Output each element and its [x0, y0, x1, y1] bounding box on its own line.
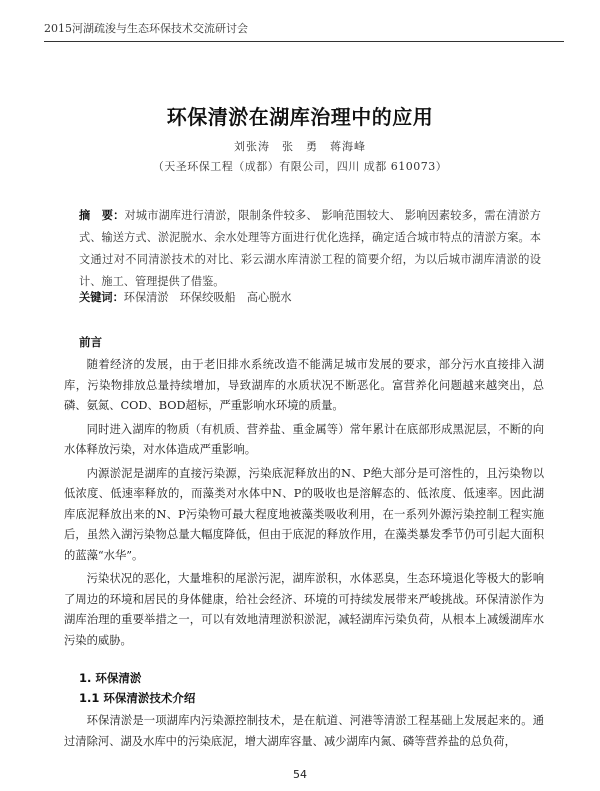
paragraph: 环保清淤是一项湖库内污染源控制技术，是在航道、河港等清淤工程基础上发展起来的。通过清除河、湖及水库中的污染底泥，增大湖库容量、减少湖库内氮、磷等营养盐的总负荷，	[64, 714, 544, 748]
paper-authors: 刘张涛 张 勇 蒋海峰	[234, 140, 366, 153]
section-1-heading: 1. 环保清淤	[79, 671, 142, 685]
running-header: 2015河湖疏浚与生态环保技术交流研讨会	[44, 22, 248, 35]
keywords-text: 环保清淤 环保绞吸船 高心脱水	[123, 291, 292, 304]
paper-affiliation: （天圣环保工程（成都）有限公司，四川 成都 610073）	[152, 160, 448, 173]
paper-title: 环保清淤在湖库治理中的应用	[166, 105, 434, 129]
section-1-1-heading: 1.1 环保清淤技术介绍	[79, 691, 196, 705]
keywords-label: 关键词：	[79, 291, 124, 304]
header-divider	[44, 41, 564, 42]
keywords	[79, 289, 541, 305]
paragraph: 污染状况的恶化，大量堆积的尾淤污泥，湖库淤积，水体恶臭，生态环境退化等极大的影响了周边的环境和居民的身体健康，给社会经济、环境的可持续发展带来严峻挑战。环保清淤作为湖库治理的重要举措之一，可以有效地清理淤积淤泥，减轻湖库污染负荷，从根本上减缓湖库水污染的威胁。	[64, 572, 544, 647]
paragraph: 内源淤泥是湖库的直接污染源，污染底泥释放出的N、P绝大部分是可溶性的，且污染物以低浓度、低速率释放的，而藻类对水体中N、P的吸收也是溶解态的、低浓度、低速率。因此湖库底泥释放出来的N、P污染物可最大程度地被藻类吸收利用，在一系列外源污染控制工程实施后，虽然入湖污染物总量大幅度降低，但由于底泥的释放作用，在藻类暴发季节仍可引起大面积的蓝藻“水华”。	[64, 466, 544, 562]
abstract-label: 摘 要：	[79, 209, 125, 222]
paragraph: 同时进入湖库的物质（有机质、营养盐、重金属等）常年累计在底部形成黑泥层，不断的向水体释放污染，对水体造成严重影响。	[64, 422, 544, 456]
paragraph: 随着经济的发展，由于老旧排水系统改造不能满足城市发展的要求，部分污水直接排入湖库，污染物排放总量持续增加，导致湖库的水质状况不断恶化。富营养化问题越来越突出，总磷、氨氮、COD、BOD超标，严重影响水环境的质量。	[64, 358, 544, 412]
page-number: 54	[293, 768, 307, 781]
section-1-1-body	[64, 711, 544, 755]
preface-body	[64, 355, 544, 654]
abstract	[79, 205, 541, 293]
abstract-text: 对城市湖库进行清淤，限制条件较多、 影响范围较大、 影响因素较多，需在清淤方式、输送方式、淤泥脱水、余水处理等方面进行优化选择，确定适合城市特点的清淤方案。本文通过对不同清淤技术的对比、彩云湖水库清淤工程的简要介绍，为以后城市湖库清淤的设计、施工、管理提供了借鉴。	[79, 209, 541, 288]
preface-heading: 前言	[79, 335, 102, 349]
